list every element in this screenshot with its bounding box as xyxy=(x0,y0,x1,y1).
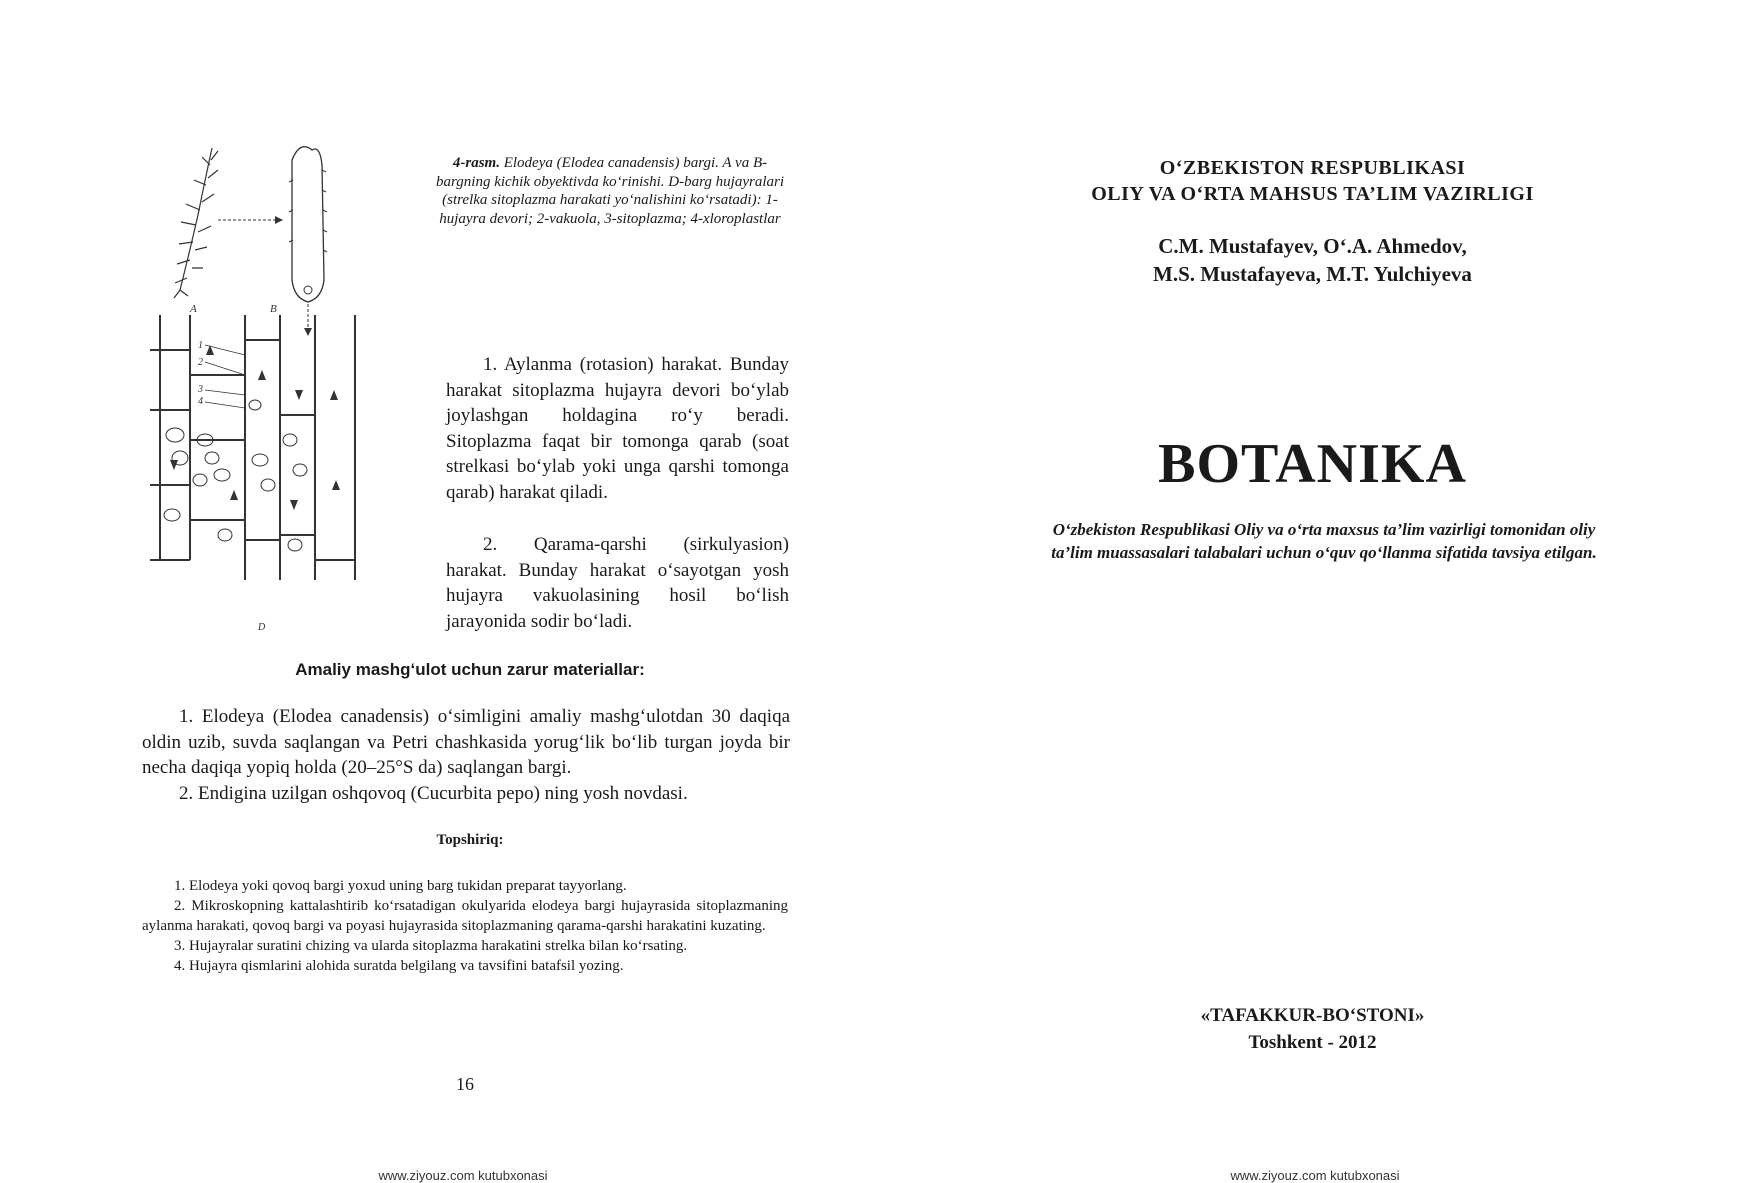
materials-list xyxy=(142,704,790,806)
label-d: D xyxy=(258,622,266,633)
page-number: 16 xyxy=(456,1074,474,1094)
label-3: 3 xyxy=(198,384,203,395)
authors-line-2: M.S. Mustafayeva, M.T. Yulchiyeva xyxy=(1153,262,1472,286)
figure-caption-text: Elodeya (Elodea canadensis) bargi. A va B-bargning kichik obyektivda ko‘rinishi. D-barg hujayralari (strelka sitoplazma harakati yo‘nalishini ko‘rsatadi): 1-hujayra devori; 2-vakuola, 3-sitoplazma; 4-xloroplastlar xyxy=(436,155,784,227)
arrowhead-b-to-d xyxy=(304,328,312,336)
label-4: 4 xyxy=(198,396,203,407)
label-b: B xyxy=(270,303,277,315)
footer-watermark-right: www.ziyouz.com kutubxonasi xyxy=(1230,1168,1400,1183)
city-year: Toshkent - 2012 xyxy=(1248,1032,1377,1053)
material-item: 2. Endigina uzilgan oshqovoq (Cucurbita pepo) ning yosh novdasi. xyxy=(179,782,688,804)
label-2: 2 xyxy=(198,357,203,368)
task-list xyxy=(142,876,788,976)
arrowhead-a-to-b xyxy=(275,216,283,224)
task-item: 1. Elodeya yoki qovoq bargi yoxud uning barg tukidan preparat tayyorlang. xyxy=(174,878,627,894)
left-page xyxy=(0,0,877,1181)
task-item: 3. Hujayralar suratini chizing va ularda sitoplazma harakatini strelka bilan ko‘rsating. xyxy=(174,938,688,954)
label-a: A xyxy=(190,303,197,315)
footer-watermark-left: www.ziyouz.com kutubxonasi xyxy=(378,1168,548,1183)
material-item: 1. Elodeya (Elodea canadensis) o‘simligini amaliy mashg‘ulotdan 30 daqiqa oldin uzib, suvda saqlangan va Petri chashkasida yorug‘lik bo‘lib turgan joyda bir necha daqiqa yopiq holda (20–25°S da) saqlangan bargi. xyxy=(142,706,790,778)
book-title: BOTANIKA xyxy=(1158,433,1467,495)
recommendation-note: O‘zbekiston Respublikasi Oliy va o‘rta maxsus ta’lim vazirligi tomonidan oliy ta’lim muassasalari talabalari uchun o‘quv qo‘llanma sifatida tavsiya etilgan. xyxy=(1051,520,1597,562)
figure-caption xyxy=(430,154,790,228)
leaf-outline-drawing xyxy=(292,147,324,302)
label-1: 1 xyxy=(198,340,203,351)
task-heading: Topshiriq: xyxy=(436,832,504,848)
materials-heading: Amaliy mashg‘ulot uchun zarur materiallar: xyxy=(295,660,645,679)
paragraph-rotation: 1. Aylanma (rotasion) harakat. Bunday harakat sitoplazma hujayra devori bo‘ylab joylashgan holdagina ro‘y beradi. Sitoplazma faqat bir tomonga qarab (soat strelkasi bo‘ylab yoki unga qarshi tomonga qarab) harakat qiladi. xyxy=(446,354,789,503)
task-item: 4. Hujayra qismlarini alohida suratda belgilang va tavsifini batafsil yozing. xyxy=(174,958,624,974)
figure-caption-label: 4-rasm. xyxy=(452,155,500,171)
publisher-name: «TAFAKKUR-BO‘STONI» xyxy=(1200,1005,1425,1026)
authors-line-1: C.M. Mustafayev, O‘.A. Ahmedov, xyxy=(1158,234,1467,258)
ministry-line-1: O‘ZBEKISTON RESPUBLIKASI xyxy=(1159,157,1466,179)
elodea-figure xyxy=(150,140,415,640)
cell-drawing xyxy=(150,315,355,580)
ministry-name xyxy=(1030,155,1595,207)
task-item: 2. Mikroskopning kattalashtirib ko‘rsatadigan okulyarida elodeya bargi hujayrasida sitoplazmaning aylanma harakati, qovoq bargi va poyasi hujayrasida sitoplazmaning qarama-qarshi harakatini kuzating. xyxy=(142,898,788,934)
publisher-block xyxy=(1030,1002,1595,1056)
ministry-line-2: OLIY VA O‘RTA MAHSUS TA’LIM VAZIRLIGI xyxy=(1091,183,1534,205)
paragraph-circulation: 2. Qarama-qarshi (sirkulyasion) harakat. Bunday harakat o‘sayotgan yosh hujayra vakuolasining hosil bo‘lish jarayonida sodir bo‘ladi. xyxy=(446,534,789,632)
elodea-sprig-drawing xyxy=(174,148,218,298)
authors xyxy=(1030,232,1595,288)
